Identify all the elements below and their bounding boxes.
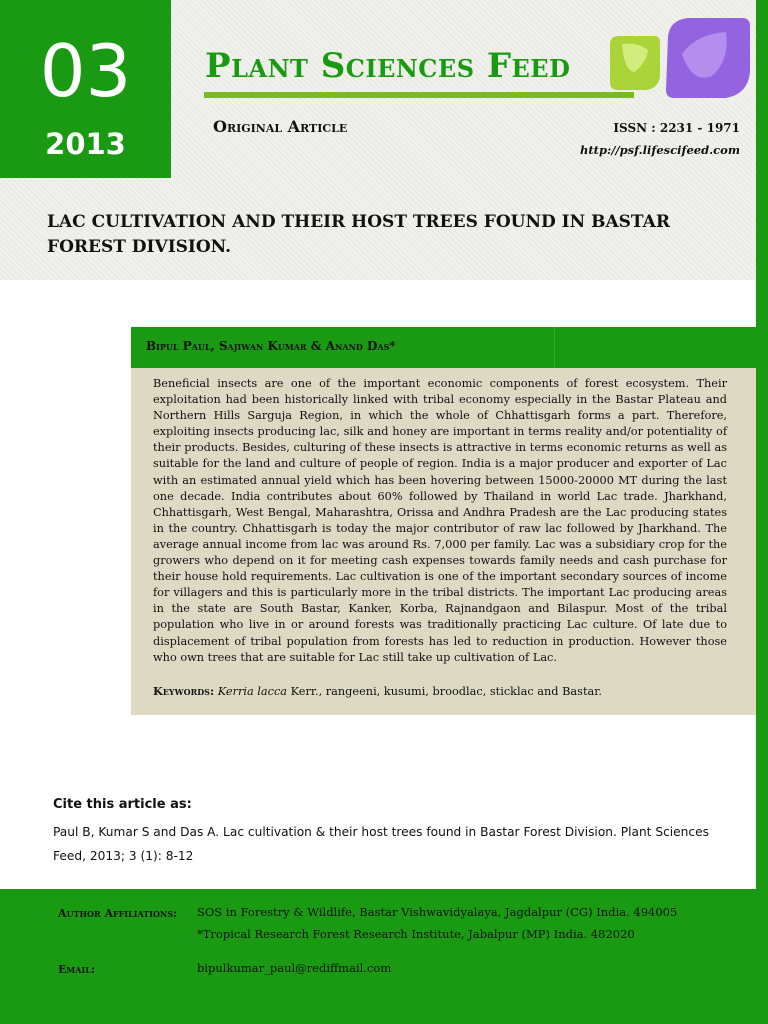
abstract-text: Beneficial insects are one of the important economic components of forest ecosystem. Their exploitation had been historically linked with tribal economy especially in the Bastar Plateau and Northern Hills Sarguja Region, in which the whole of Chhattisgarh forms a part. Therefore, exploiting insects producing lac, silk and honey are important in terms reality and/or potentiality of their products. Besides, culturing of these insects is attractive in terms economic returns as well as suitable for the land and culture of people of region. India is a major producer and exporter of Lac with an estimated annual yield which has been hovering between 15000-20000 MT during the last one decade. India contributes about 60% followed by Thailand in world Lac trade. Jharkhand, Chhattisgarh, West Bengal, Maharashtra, Orissa and Andhra Pradesh are the Lac producing states in the country. Chhattisgarh is today the major contributor of raw lac followed by Jharkhand. The average annual income from lac was around Rs. 7,000 per family. Lac was a subsidiary crop for the growers who depend on it for meeting cash expenses towards family needs and cash purchase for their house hold requirements. Lac cultivation is one of the important secondary sources of income for villagers and this is particularly more in the tribal districts. The important Lac producing areas in the state are South Bastar, Kanker, Korba, Rajnandgaon and Bilaspur. Most of the tribal population who live in or around forests was traditionally practicing Lac culture. Of late due to displacement of tribal population from forests has led to reduction in production. However those who own trees that are suitable for Lac still take up cultivation of Lac. <box>153 377 727 664</box>
keywords <box>153 684 733 698</box>
right-edge-bar <box>756 0 768 1024</box>
leaf-logo-icon <box>608 14 754 102</box>
journal-title: Plant Sciences Feed <box>205 46 571 86</box>
issue-badge <box>0 0 171 178</box>
issue-number: 03 <box>39 29 132 113</box>
affiliation-2: *Tropical Research Forest Research Institute, Jabalpur (MP) India. 482020 <box>197 927 635 941</box>
keywords-species: Kerria lacca <box>217 685 288 698</box>
authors-bar-divider <box>554 327 555 368</box>
title-underline <box>204 92 634 98</box>
email-label: Email: <box>58 963 95 976</box>
citation-text: Paul B, Kumar S and Das A. Lac cultivation & their host trees found in Bastar Forest Division. Plant Sciences Feed, 2013; 3 (1): 8-12 <box>53 825 709 863</box>
journal-website[interactable]: http://psf.lifescifeed.com <box>579 143 740 157</box>
article-type: Original Article <box>213 117 348 136</box>
author-email[interactable]: bipulkumar_paul@rediffmail.com <box>197 961 392 975</box>
issue-year: 2013 <box>45 127 126 161</box>
keywords-label: Keywords: <box>153 684 215 698</box>
issn: ISSN : 2231 - 1971 <box>613 121 740 135</box>
affiliations-label: Author Affiliations: <box>58 907 178 920</box>
article-authors: Bipul Paul, Sajiwan Kumar & Anand Das* <box>146 339 396 353</box>
article-title: LAC CULTIVATION AND THEIR HOST TREES FOUND IN BASTAR FOREST DIVISION. <box>47 212 670 257</box>
keywords-list: Kerr., rangeeni, kusumi, broodlac, sticklac and Bastar. <box>287 685 602 698</box>
citation-label: Cite this article as: <box>53 797 192 812</box>
affiliation-1: SOS in Forestry & Wildlife, Bastar Vishwavidyalaya, Jagdalpur (CG) India. 494005 <box>197 905 678 919</box>
